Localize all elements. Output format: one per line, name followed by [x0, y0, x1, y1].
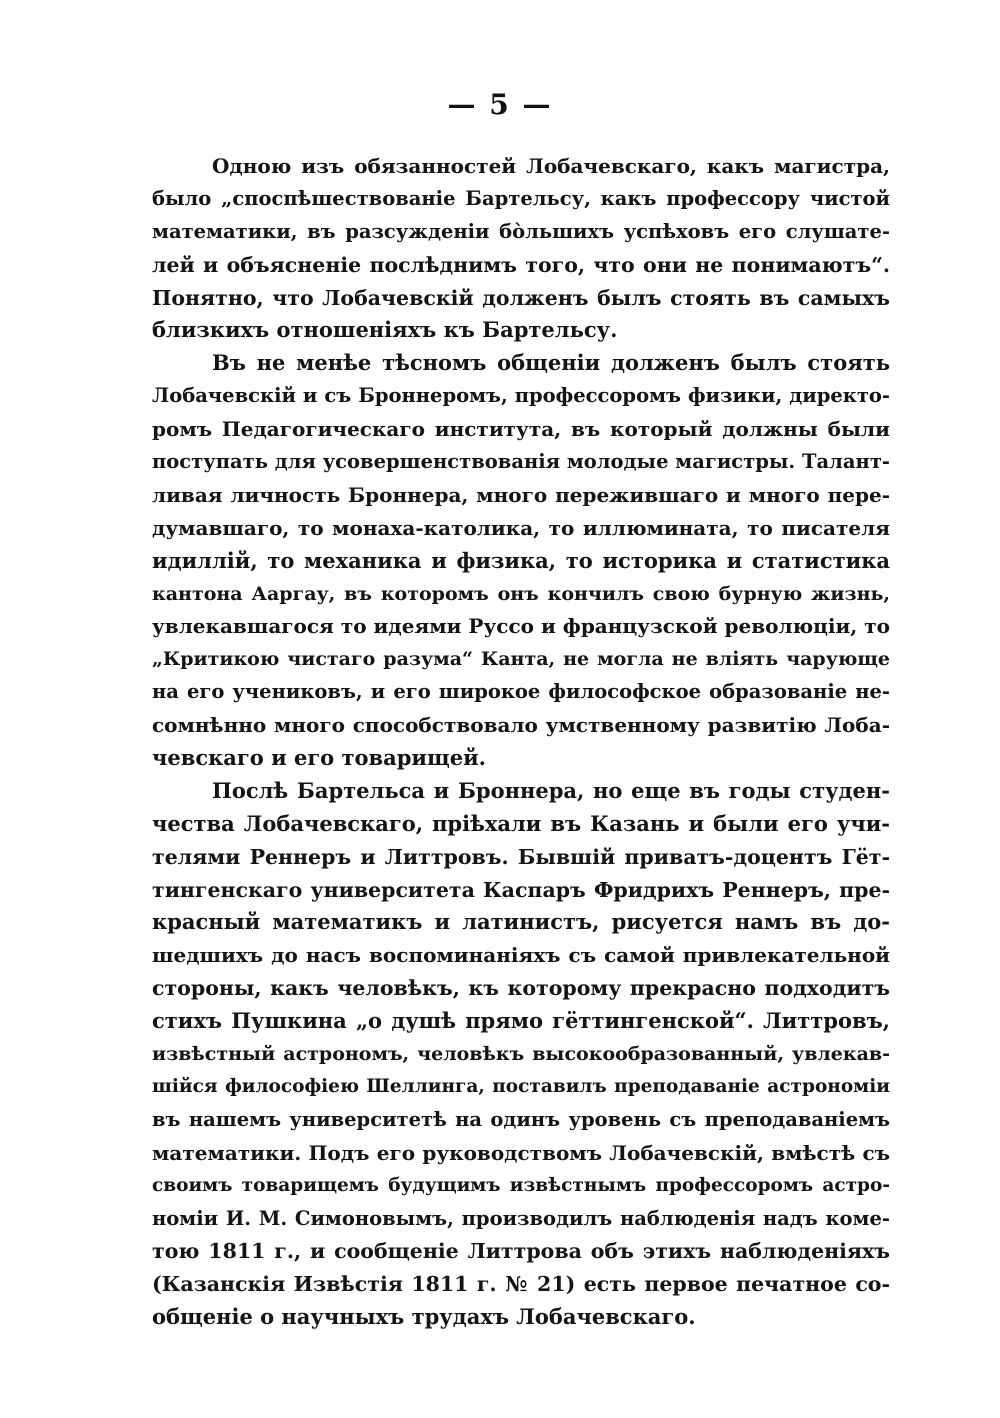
text-line: Лобачевскій и съ Броннеромъ, профессоромъ физики, директо-	[152, 384, 890, 408]
text-line: ромъ Педагогическаго института, въ который должны были	[152, 417, 890, 442]
text-line: Одною изъ обязанностей Лобачевскаго, какъ магистра,	[212, 154, 890, 178]
text-line: общеніе о научныхъ трудахъ Лобачевскаго.	[152, 1304, 696, 1330]
text-line: шійся философіею Шеллинга, поставилъ преподаваніе астрономіи	[152, 1075, 890, 1097]
text-line: идиллій, то механика и физика, то историка и статистика	[152, 547, 890, 573]
text-line: „Критикою чистаго разума“ Канта, не могла не вліять чарующе	[152, 648, 890, 671]
paragraph-2	[152, 347, 890, 775]
text-line: стихъ Пушкина „о душѣ прямо гёттингенской“. Литтровъ,	[152, 1008, 890, 1034]
text-line: своимъ товарищемъ будущимъ извѣстнымъ профессоромъ астро-	[152, 1174, 890, 1196]
text-line: лей и объясненіе послѣднимъ того, что они не понимаютъ“.	[152, 252, 890, 277]
text-line: поступать для усовершенствованія молодые магистры. Талант-	[152, 450, 890, 474]
text-line: тингенскаго университета Каспаръ Фридрихъ Реннеръ, пре-	[152, 877, 890, 902]
text-line: шедшихъ до насъ воспоминаніяхъ съ самой привлекательной	[152, 943, 890, 968]
text-line: чевскаго и его товарищей.	[152, 745, 486, 771]
text-line: тою 1811 г., и сообщеніе Литтрова объ этихъ наблюденіяхъ	[152, 1239, 890, 1264]
paragraph-3	[152, 775, 890, 1334]
text-line: красный математикъ и латинистъ, рисуется намъ въ до-	[152, 909, 890, 935]
text-line: Въ не менѣе тѣсномъ общеніи долженъ былъ стоять	[212, 350, 890, 376]
text-line: математики, въ разсужденіи бо̀льшихъ успѣховъ его слушате-	[152, 219, 890, 243]
paragraph-1	[152, 150, 890, 347]
text-line: извѣстный астрономъ, человѣкъ высокообразованный, увлекав-	[152, 1043, 890, 1066]
text-line: было „споспѣшествованіе Бартельсу, какъ профессору чистой	[152, 186, 890, 210]
text-line: близкихъ отношеніяхъ къ Бартельсу.	[152, 317, 618, 343]
page-number: — 5 —	[447, 88, 553, 121]
text-line: въ нашемъ университетѣ на одинъ уровень съ преподаваніемъ	[152, 1107, 890, 1131]
text-line: стороны, какъ человѣкъ, къ которому прекрасно подходитъ	[152, 976, 890, 1001]
text-line: математики. Подъ его руководствомъ Лобачевскій, вмѣстѣ съ	[152, 1140, 890, 1165]
text-line: Послѣ Бартельса и Броннера, но еще въ годы студен-	[212, 777, 890, 803]
text-body	[152, 150, 890, 1334]
text-line: (Казанскія Извѣстія 1811 г. № 21) есть первое печатное со-	[152, 1272, 890, 1297]
text-line: Понятно, что Лобачевскій долженъ былъ стоять въ самыхъ	[152, 285, 890, 310]
text-line: телями Реннеръ и Литтровъ. Бывшій приватъ-доцентъ Гёт-	[152, 844, 890, 869]
text-line: чества Лобачевскаго, пріѣхали въ Казань и были его учи-	[152, 810, 890, 836]
text-line: на его учениковъ, и его широкое философское образованіе не-	[152, 680, 890, 704]
text-line: ливая личность Броннера, много пережившаго и много пере-	[152, 482, 890, 507]
text-line: думавшаго, то монаха-католика, то иллюмината, то писателя	[152, 515, 890, 540]
text-line: номіи И. М. Симоновымъ, производилъ наблюденія надъ коме-	[152, 1206, 890, 1230]
text-line: кантона Ааргау, въ которомъ онъ кончилъ свою бурную жизнь,	[152, 582, 890, 605]
text-line: сомнѣнно много способствовало умственному развитію Лоба-	[152, 713, 890, 738]
text-line: увлекавшагося то идеями Руссо и французской революціи, то	[152, 614, 890, 639]
